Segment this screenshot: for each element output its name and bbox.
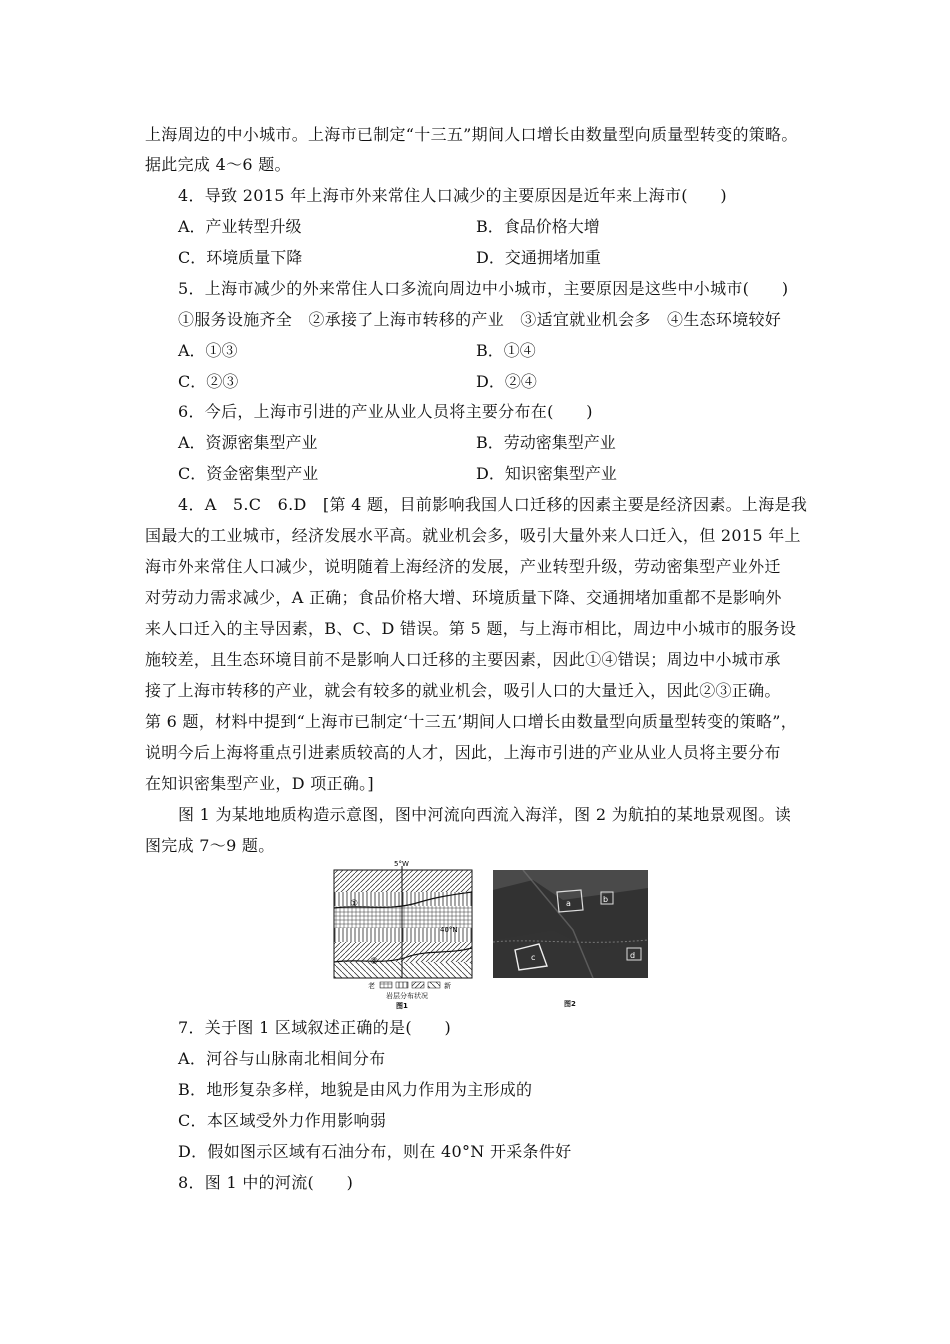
legend-old: 老 — [368, 982, 375, 990]
figure-1-caption: 图1 — [396, 1002, 408, 1010]
q4-option-d: D．交通拥堵加重 — [476, 248, 601, 267]
q4-option-a: A．产业转型升级 — [178, 217, 302, 236]
legend-new: 新 — [444, 982, 451, 990]
q5-items: ①服务设施齐全 ②承接了上海市转移的产业 ③适宜就业机会多 ④生态环境较好 — [178, 310, 782, 329]
intro2-line-2: 图完成 7～9 题。 — [145, 836, 275, 855]
q7-option-a: A．河谷与山脉南北相间分布 — [178, 1049, 386, 1068]
mark-b: b — [603, 895, 609, 904]
q7-stem: 7．关于图 1 区域叙述正确的是( ) — [178, 1018, 452, 1037]
intro2-line-1: 图 1 为某地地质构造示意图，图中河流向西流入海洋，图 2 为航拍的某地景观图。读 — [178, 805, 792, 824]
legend-swatch-2 — [396, 982, 408, 988]
q4-stem: 4．导致 2015 年上海市外来常住人口减少的主要原因是近年来上海市( ) — [178, 186, 727, 205]
answer-line-10: 在知识密集型产业，D 项正确。] — [145, 774, 374, 793]
intro-line-2: 据此完成 4～6 题。 — [145, 155, 291, 174]
q8-stem: 8．图 1 中的河流( ) — [178, 1173, 354, 1192]
mark-a: a — [566, 899, 571, 908]
legend-swatch-4 — [428, 982, 440, 988]
q7-option-c: C．本区域受外力作用影响弱 — [178, 1111, 387, 1130]
figure-1-geology-diagram — [330, 858, 480, 1010]
mark-d: d — [630, 951, 636, 960]
q5-option-d: D．②④ — [476, 372, 537, 391]
mark-2: ② — [370, 957, 379, 967]
mark-c: c — [531, 953, 536, 962]
q5-option-c: C．②③ — [178, 372, 239, 391]
legend-swatch-1 — [380, 982, 392, 988]
legend-title: 岩层分布状况 — [386, 992, 428, 1000]
answer-line-5: 来人口迁入的主导因素，B、C、D 错误。第 5 题，与上海市相比，周边中小城市的服务设 — [145, 619, 797, 638]
mark-1: ① — [350, 899, 359, 909]
lon-label: 5°W — [394, 860, 409, 868]
q7-option-d: D．假如图示区域有石油分布，则在 40°N 开采条件好 — [178, 1142, 572, 1161]
answer-line-9: 说明今后上海将重点引进素质较高的人才，因此，上海市引进的产业从业人员将主要分布 — [145, 743, 781, 762]
answer-line-6: 施较差，且生态环境目前不是影响人口迁移的主要因素，因此①④错误；周边中小城市承 — [145, 650, 781, 669]
q5-option-a: A．①③ — [178, 341, 238, 360]
answer-line-3: 海市外来常住人口减少，说明随着上海经济的发展，产业转型升级，劳动密集型产业外迁 — [145, 557, 781, 576]
intro-line-1: 上海周边的中小城市。上海市已制定“十三五”期间人口增长由数量型向质量型转变的策略。 — [145, 125, 798, 144]
q6-option-a: A．资源密集型产业 — [178, 433, 318, 452]
answer-line-1: 4．A 5.C 6.D [第 4 题，目前影响我国人口迁移的因素主要是经济因素。上海是我 — [178, 495, 808, 514]
q6-option-d: D．知识密集型产业 — [476, 464, 617, 483]
q5-option-b: B．①④ — [476, 341, 536, 360]
figure-2-caption: 图2 — [564, 1000, 576, 1008]
q4-option-c: C．环境质量下降 — [178, 248, 303, 267]
figure-2-aerial-photo — [493, 870, 648, 1010]
answer-line-7: 接了上海市转移的产业，就会有较多的就业机会，吸引人口的大量迁入，因此②③正确。 — [145, 681, 781, 700]
q6-option-c: C．资金密集型产业 — [178, 464, 319, 483]
q5-stem: 5．上海市减少的外来常住人口多流向周边中小城市，主要原因是这些中小城市( ) — [178, 279, 789, 298]
q6-stem: 6．今后，上海市引进的产业从业人员将主要分布在( ) — [178, 402, 593, 421]
q4-option-b: B．食品价格大增 — [476, 217, 600, 236]
legend-swatch-3 — [412, 982, 424, 988]
q7-option-b: B．地形复杂多样，地貌是由风力作用为主形成的 — [178, 1080, 533, 1099]
q6-option-b: B．劳动密集型产业 — [476, 433, 616, 452]
answer-line-8: 第 6 题，材料中提到“上海市已制定‘十三五’期间人口增长由数量型向质量型转变的策略”， — [145, 712, 798, 731]
answer-line-2: 国最大的工业城市，经济发展水平高。就业机会多，吸引大量外来人口迁入，但 2015 年上 — [145, 526, 801, 545]
answer-line-4: 对劳动力需求减少，A 正确；食品价格大增、环境质量下降、交通拥堵加重都不是影响外 — [145, 588, 782, 607]
lat-label: 40°N — [440, 926, 458, 934]
